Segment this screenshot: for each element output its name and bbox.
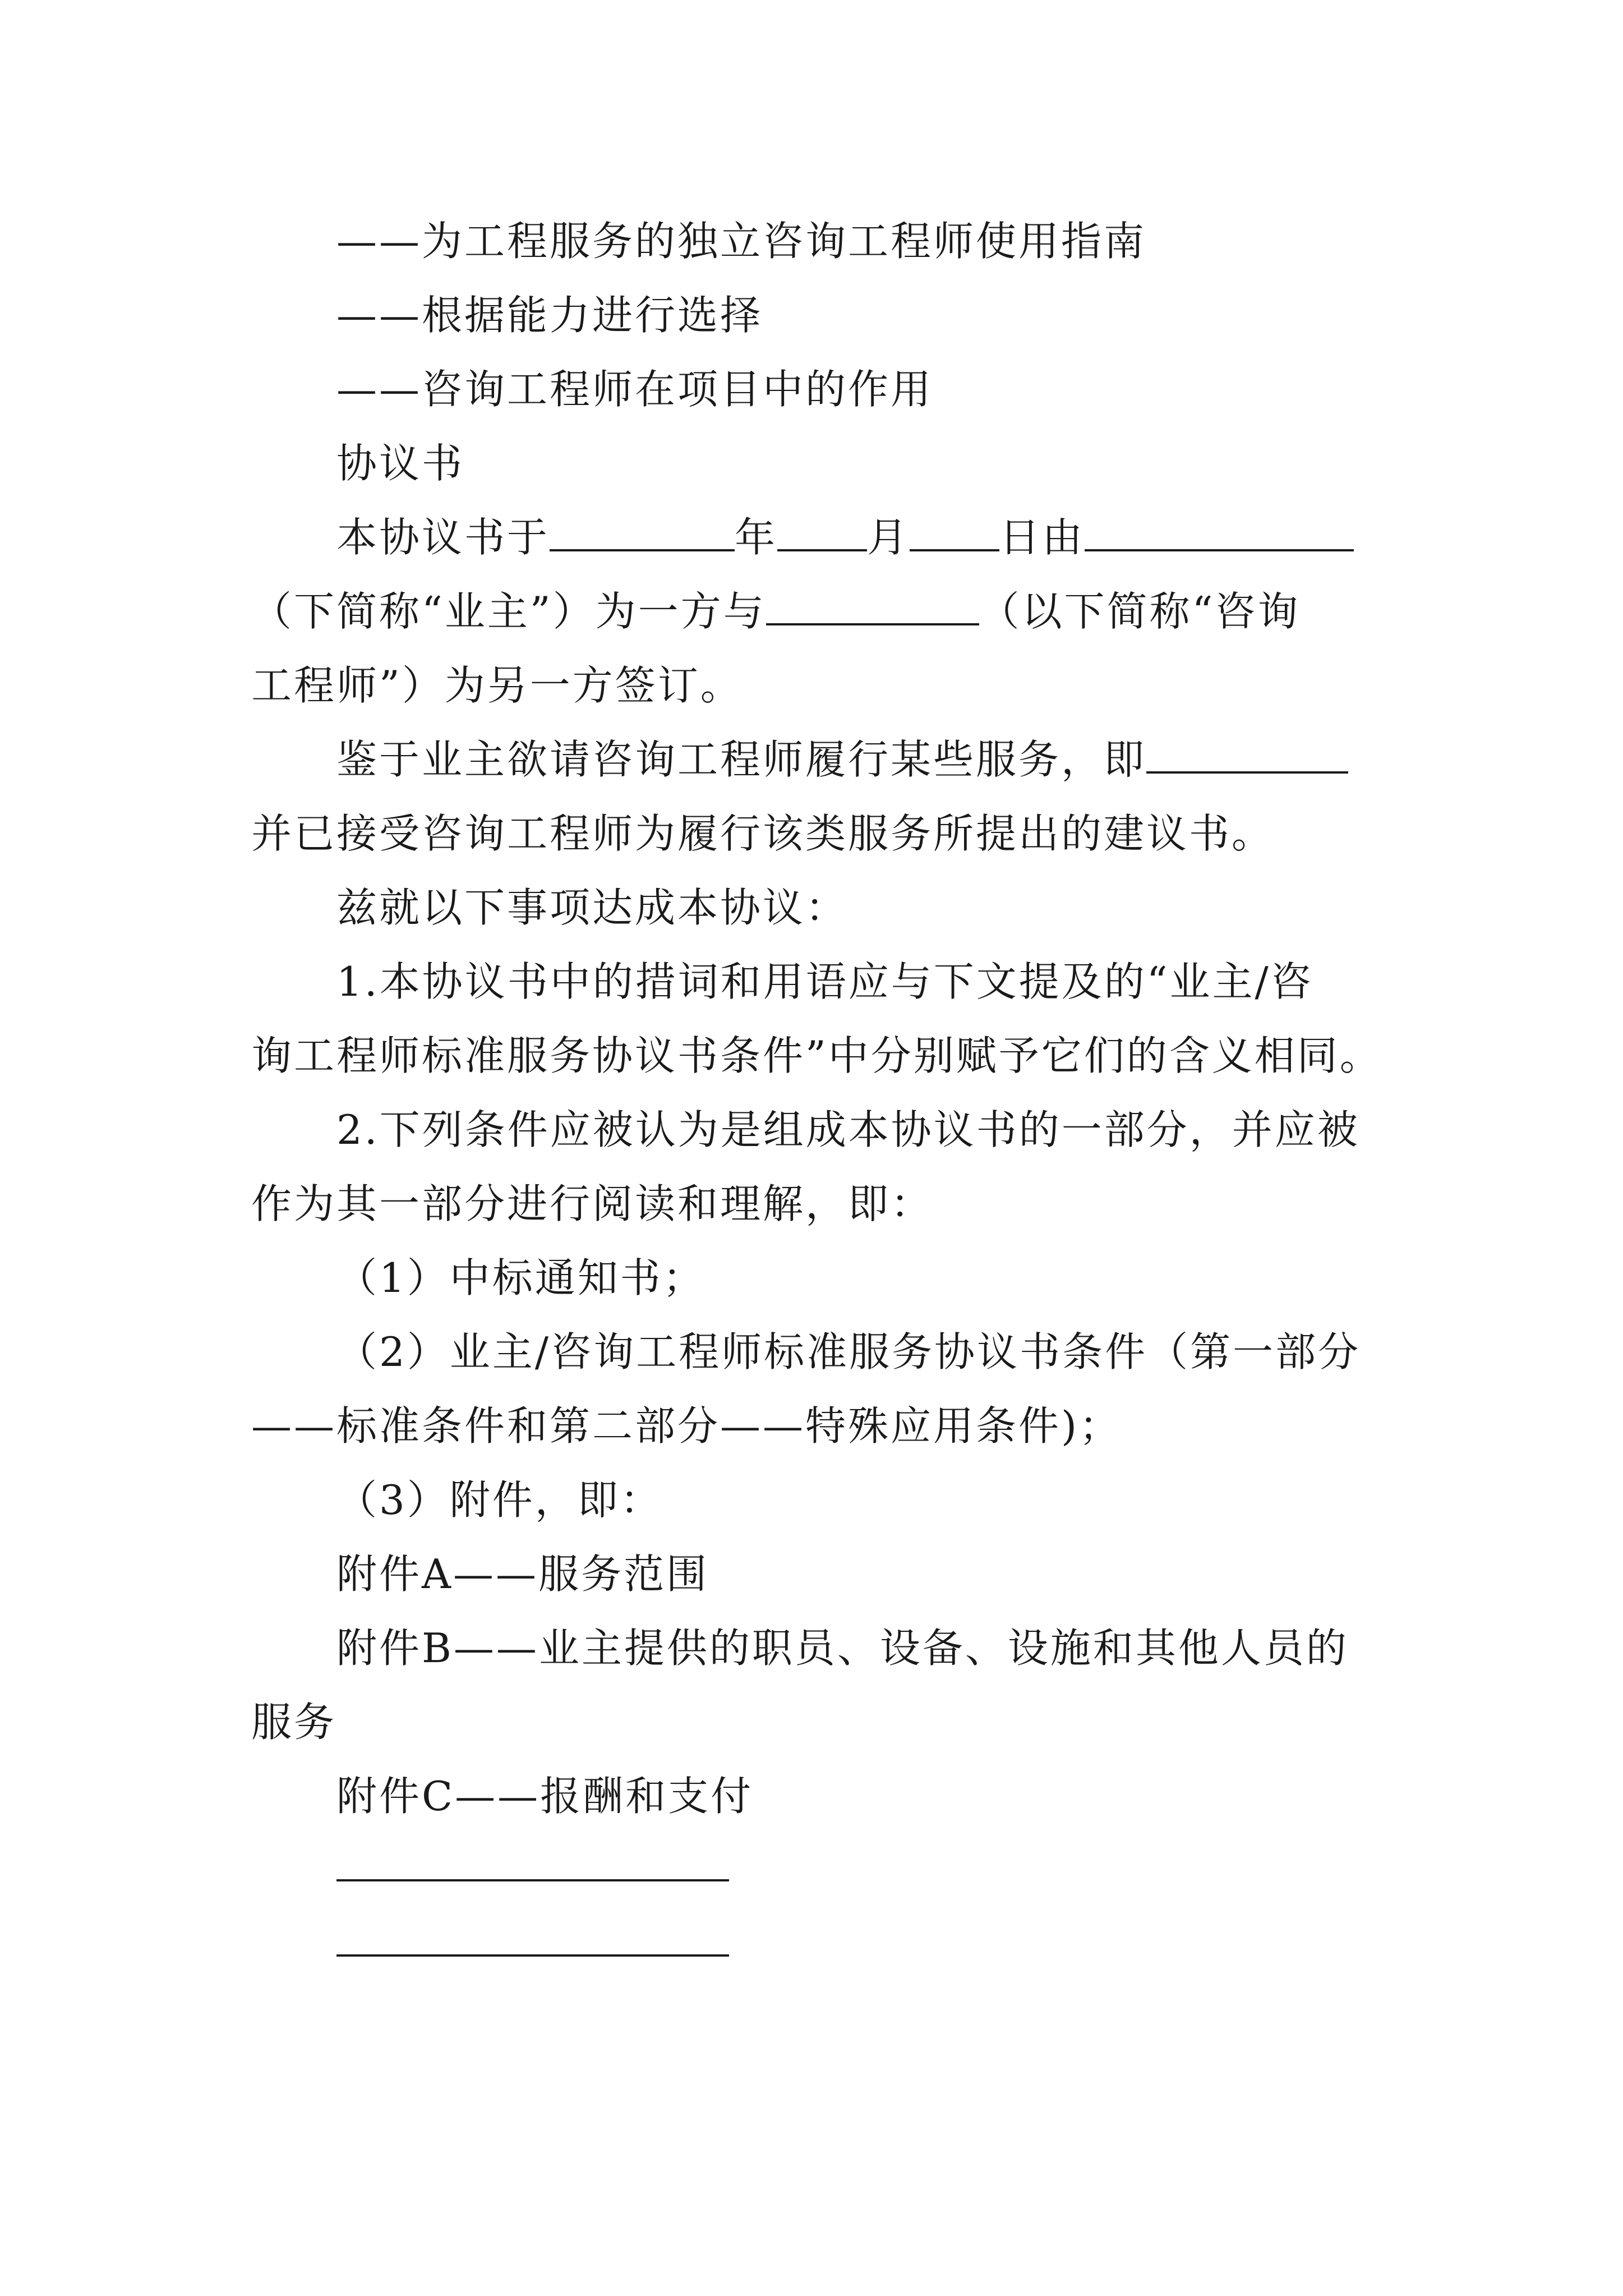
item-1 [336,1250,1380,1306]
text: ——为工程服务的独立咨询工程师使用指南 [336,218,1147,265]
annex-b-line-2 [251,1694,1373,1750]
agreement-parties-line-2 [251,657,1373,714]
agreement-title [336,435,1380,491]
whereas-line-2 [251,806,1373,862]
text: 兹就以下事项达成本协议： [336,884,849,931]
text: （以下简称“咨询 [979,588,1301,635]
guide-line-1 [336,213,1380,269]
signature-line-2 [336,1954,729,1957]
text: （1）中标通知书； [336,1254,706,1301]
clause-1-line-1 [336,954,1380,1010]
text: 询工程师标准服务协议书条件”中分别赋予它们的含义相同。 [251,1032,1382,1079]
text: 附件B——业主提供的职员、设备、设施和其他人员的 [336,1625,1349,1672]
text: 协议书 [336,440,465,487]
text: 1.本协议书中的措词和用语应与下文提及的“业主/咨 [336,958,1313,1005]
annex-c [336,1768,1380,1824]
text: 月 [867,514,910,561]
text: 作为其一部分进行阅读和理解，即： [251,1180,934,1227]
blank-day [910,513,999,551]
blank-owner [1085,513,1354,551]
text: 服务 [251,1699,337,1746]
guide-line-3 [336,361,1380,417]
text: ——咨询工程师在项目中的作用 [336,366,934,413]
signature-line-1 [336,1879,729,1881]
blank-month [777,513,867,551]
blank-consultant [766,587,979,625]
clause-1-line-2 [251,1028,1382,1084]
clause-2-line-2 [251,1176,1373,1232]
text: 鉴于业主欲请咨询工程师履行某些服务，即 [336,736,1147,783]
text: 工程师”）为另一方签订。 [251,662,743,709]
guide-line-2 [336,287,1380,343]
text: 年 [735,514,778,561]
text: （下简称“业主”）为一方与 [251,588,766,635]
blank-services [1146,735,1348,774]
item-2-line-2 [251,1398,1373,1454]
text: （2）业主/咨询工程师标准服务协议书条件（第一部分 [336,1328,1361,1375]
annex-a [336,1546,1380,1602]
text: 本协议书于 [336,514,550,561]
text: 附件A——服务范围 [336,1550,709,1598]
text: ——标准条件和第二部分——特殊应用条件)； [251,1402,1122,1450]
text: 日由 [999,514,1085,561]
text: 并已接受咨询工程师为履行该类服务所提出的建议书。 [251,810,1275,857]
agreement-date-line [336,509,1380,565]
agreement-parties-line [251,583,1373,639]
item-2-line-1 [336,1324,1380,1380]
text: （3）附件，即： [336,1476,663,1524]
item-3 [336,1472,1380,1528]
blank-year [550,513,735,551]
text: 附件C——报酬和支付 [336,1773,754,1820]
text: 2.下列条件应被认为是组成本协议书的一部分，并应被 [336,1106,1360,1153]
annex-b-line-1 [336,1620,1380,1676]
hereby-line [336,880,1380,936]
text: ——根据能力进行选择 [336,292,763,339]
clause-2-line-1 [336,1102,1380,1158]
whereas-line [336,731,1380,788]
